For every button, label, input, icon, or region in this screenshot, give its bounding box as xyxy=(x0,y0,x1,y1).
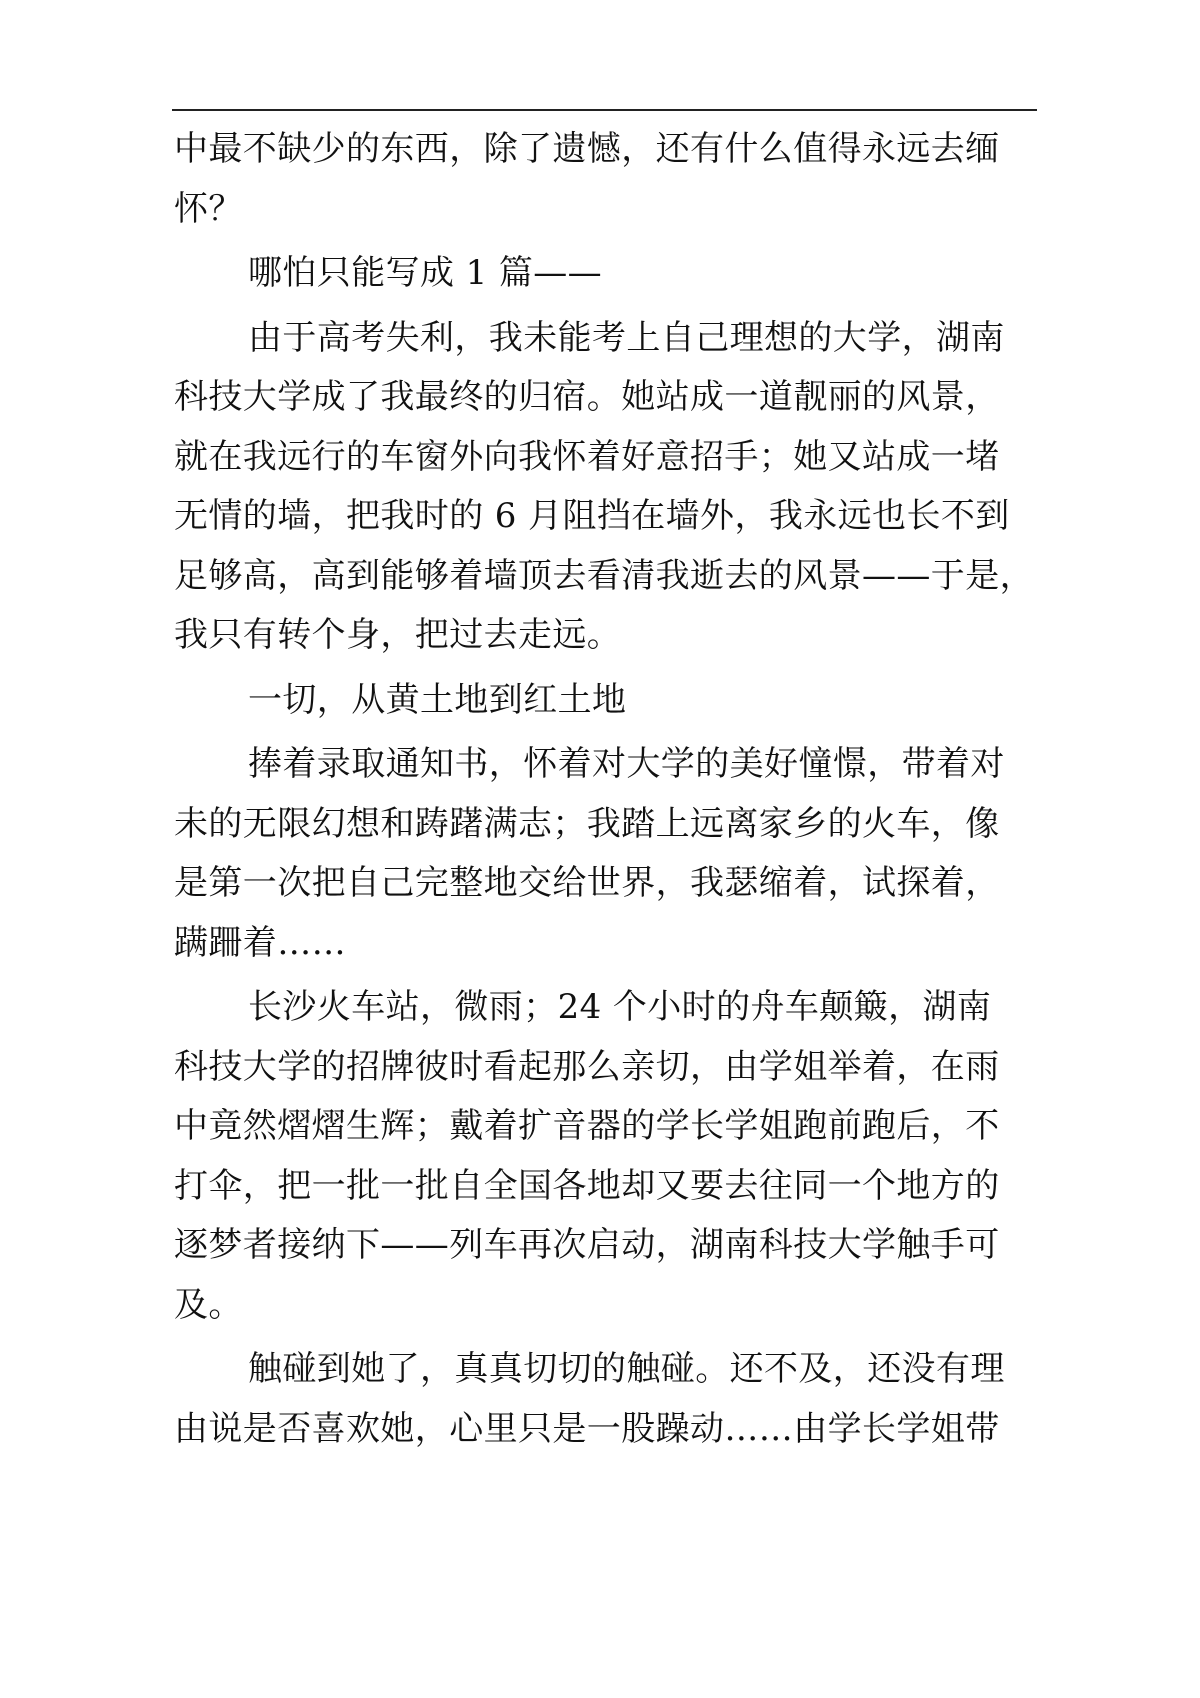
text-line: 由于高考失利，我未能考上自己理想的大学，湖南 xyxy=(248,317,1005,358)
header-rule xyxy=(172,109,1037,111)
document-body xyxy=(174,120,1039,1459)
text-line: 蹒跚着…… xyxy=(174,922,346,963)
text-line: 触碰到她了，真真切切的触碰。还不及，还没有理 xyxy=(248,1349,1005,1389)
text-line: 及。 xyxy=(174,1284,243,1325)
text-line: 无情的墙，把我时的 6 月阻挡在墙外，我永远也长不到 xyxy=(174,496,1010,536)
text-line: 科技大学成了我最终的归宿。她站成一道靓丽的风景， xyxy=(174,377,1000,417)
text-line: 长沙火车站，微雨；24 个小时的舟车颠簸，湖南 xyxy=(248,987,992,1027)
text-line: 是第一次把自己完整地交给世界，我瑟缩着，试探着， xyxy=(174,863,1000,903)
text-line: 捧着录取通知书，怀着对大学的美好憧憬，带着对 xyxy=(248,744,1005,784)
text-line: 我只有转个身，把过去走远。 xyxy=(174,615,622,655)
text-line: 由说是否喜欢她，心里只是一股躁动……由学长学姐带 xyxy=(174,1408,1000,1449)
text-line: 未的无限幻想和踌躇满志；我踏上远离家乡的火车，像 xyxy=(174,803,1000,844)
text-line: 科技大学的招牌彼时看起那么亲切，由学姐举着，在雨 xyxy=(174,1046,1000,1087)
text-line: 怀？ xyxy=(174,188,243,229)
text-line: 中最不缺少的东西，除了遗憾，还有什么值得永远去缅 xyxy=(174,129,1000,169)
text-line: 足够高，高到能够着墙顶去看清我逝去的风景——于是， xyxy=(174,555,1034,596)
text-line: 中竟然熠熠生辉；戴着扩音器的学长学姐跑前跑后，不 xyxy=(174,1106,1000,1146)
text-line: 逐梦者接纳下——列车再次启动，湖南科技大学触手可 xyxy=(174,1225,1000,1265)
text-line: 就在我远行的车窗外向我怀着好意招手；她又站成一堵 xyxy=(174,436,1000,477)
text-line: 打伞，把一批一批自全国各地却又要去往同一个地方的 xyxy=(174,1165,1000,1206)
text-line: 一切，从黄土地到红土地 xyxy=(248,679,627,720)
text-line: 哪怕只能写成 1 篇—— xyxy=(248,253,603,293)
